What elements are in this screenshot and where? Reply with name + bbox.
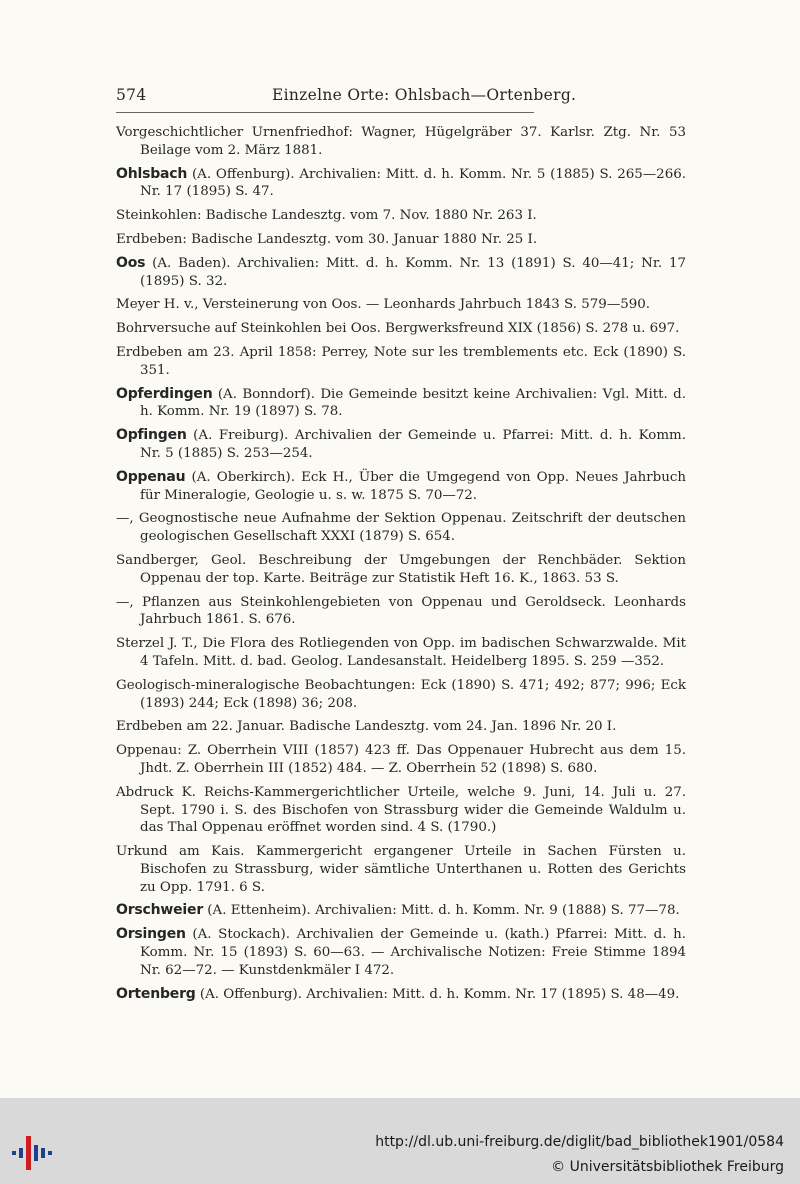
place-name: Oppenau — [116, 468, 186, 485]
ub-freiburg-logo-icon — [10, 1134, 54, 1172]
entry-text: Sterzel J. T., Die Flora des Rotliegenden von Opp. im badischen Schwarzwalde. Mit 4 Tafeln. Mitt. d. bad. Geolog. Landesanstalt. Heidelberg 1895. S. 259 —352. — [116, 636, 686, 669]
entry-text: Abdruck K. Reichs-Kammergerichtlicher Urteile, welche 9. Juni, 14. Juli u. 27. Sept. 1790 i. S. des Bischofen von Strassburg wider die Gemeinde Waldulm u. das Thal Oppenau eröffnet worden sind. 4 S. (1790.) — [116, 784, 686, 836]
entry-text: Erdbeben am 23. April 1858: Perrey, Note sur les tremblements etc. Eck (1890) S. 351. — [116, 344, 686, 378]
place-name: Opferdingen — [116, 385, 213, 402]
list-item — [116, 320, 686, 338]
list-item — [116, 843, 686, 896]
viewer-footer — [0, 1098, 800, 1184]
entry-text: Bohrversuche auf Steinkohlen bei Oos. Bergwerksfreund XIX (1856) S. 278 u. 697. — [116, 321, 680, 337]
entry-text: —, Pflanzen aus Steinkohlengebieten von Oppenau und Geroldseck. Leonhards Jahrbuch 1861. S. 676. — [116, 594, 686, 628]
page-header — [116, 86, 686, 112]
place-name: Orsingen — [116, 926, 186, 943]
copyright-notice: © Universitätsbibliothek Freiburg — [551, 1159, 784, 1175]
entry-text: Geologisch-mineralogische Beobachtungen: Eck (1890) S. 471; 492; 877; 996; Eck (1893) 244; Eck (1898) 36; 208. — [116, 677, 686, 711]
place-name: Opfingen — [116, 427, 187, 444]
list-item — [116, 296, 686, 314]
list-item — [116, 510, 686, 546]
header-rule — [116, 112, 534, 113]
place-entry — [116, 469, 686, 505]
entry-text: (A. Offenburg). Archivalien: Mitt. d. h. Komm. Nr. 17 (1895) S. 48—49. — [195, 986, 680, 1002]
place-entry — [116, 166, 686, 202]
place-name: Oos — [116, 254, 146, 271]
place-entry — [116, 926, 686, 979]
entry-text: (A. Bonndorf). Die Gemeinde besitzt keine Archivalien: Vgl. Mitt. d. h. Komm. Nr. 19 (1897) S. 78. — [140, 386, 686, 420]
entry-text: Steinkohlen: Badische Landesztg. vom 7. Nov. 1880 Nr. 263 I. — [116, 208, 537, 224]
list-item — [116, 742, 686, 778]
bibliography-list — [116, 124, 686, 1009]
place-entry — [116, 255, 686, 291]
list-item — [116, 124, 686, 160]
place-entry — [116, 902, 686, 920]
entry-text: —, Geognostische neue Aufnahme der Sektion Oppenau. Zeitschrift der deutschen geologischen Gesellschaft XXXI (1879) S. 654. — [116, 511, 686, 545]
list-item — [116, 594, 686, 630]
entry-text: Oppenau: Z. Oberrhein VIII (1857) 423 ff. Das Oppenauer Hubrecht aus dem 15. Jhdt. Z. Oberrhein III (1852) 484. — Z. Oberrhein 52 (1898) S. 680. — [116, 743, 686, 776]
list-item — [116, 677, 686, 713]
list-item — [116, 718, 686, 736]
entry-text: (A. Stockach). Archivalien der Gemeinde u. (kath.) Pfarrei: Mitt. d. h. Komm. Nr. 15 (1893) S. 60—63. — Archivalische Notizen: Freie Stimme 1894 Nr. 62—72. — Kunstdenkmäler I 472. — [140, 927, 686, 978]
list-item — [116, 635, 686, 671]
place-name: Ortenberg — [116, 985, 196, 1002]
place-entry — [116, 427, 686, 463]
list-item — [116, 231, 686, 249]
running-head: Einzelne Orte: Ohlsbach—Ortenberg. — [272, 86, 577, 104]
list-item — [116, 552, 686, 588]
entry-text: (A. Freiburg). Archivalien der Gemeinde u. Pfarrei: Mitt. d. h. Komm. Nr. 5 (1885) S. 253—254. — [140, 428, 686, 461]
page-number: 574 — [116, 86, 147, 104]
permalink-url[interactable]: http://dl.ub.uni-freiburg.de/diglit/bad_bibliothek1901/0584 — [375, 1134, 784, 1150]
place-name: Orschweier — [116, 902, 204, 919]
place-entry — [116, 986, 686, 1004]
entry-text: Meyer H. v., Versteinerung von Oos. — Leonhards Jahrbuch 1843 S. 579—590. — [116, 297, 651, 313]
entry-text: (A. Offenburg). Archivalien: Mitt. d. h. Komm. Nr. 5 (1885) S. 265—266. Nr. 17 (1895) S. 47. — [140, 166, 686, 200]
entry-text: (A. Baden). Archivalien: Mitt. d. h. Komm. Nr. 13 (1891) S. 40—41; Nr. 17 (1895) S. 32. — [140, 255, 686, 289]
entry-text: Sandberger, Geol. Beschreibung der Umgebungen der Renchbäder. Sektion Oppenau der top. Karte. Beiträge zur Statistik Heft 16. K., 1863. 53 S. — [116, 552, 686, 586]
list-item — [116, 784, 686, 837]
entry-text: Erdbeben: Badische Landesztg. vom 30. Januar 1880 Nr. 25 I. — [116, 231, 538, 247]
list-item — [116, 207, 686, 225]
entry-text: (A. Oberkirch). Eck H., Über die Umgegend von Opp. Neues Jahrbuch für Mineralogie, Geologie u. s. w. 1875 S. 70—72. — [140, 469, 686, 503]
entry-text: Urkund am Kais. Kammergericht ergangener Urteile in Sachen Fürsten u. Bischofen zu Strassburg, wider sämtliche Unterthanen u. Rotten des Gerichts zu Opp. 1791. 6 S. — [116, 844, 686, 895]
place-entry — [116, 386, 686, 422]
list-item — [116, 344, 686, 380]
entry-text: Erdbeben am 22. Januar. Badische Landesztg. vom 24. Jan. 1896 Nr. 20 I. — [116, 719, 617, 735]
entry-text: Vorgeschichtlicher Urnenfriedhof: Wagner, Hügelgräber 37. Karlsr. Ztg. Nr. 53 Beilage vom 2. März 1881. — [116, 125, 686, 158]
entry-text: (A. Ettenheim). Archivalien: Mitt. d. h. Komm. Nr. 9 (1888) S. 77—78. — [203, 903, 680, 919]
place-name: Ohlsbach — [116, 165, 188, 182]
